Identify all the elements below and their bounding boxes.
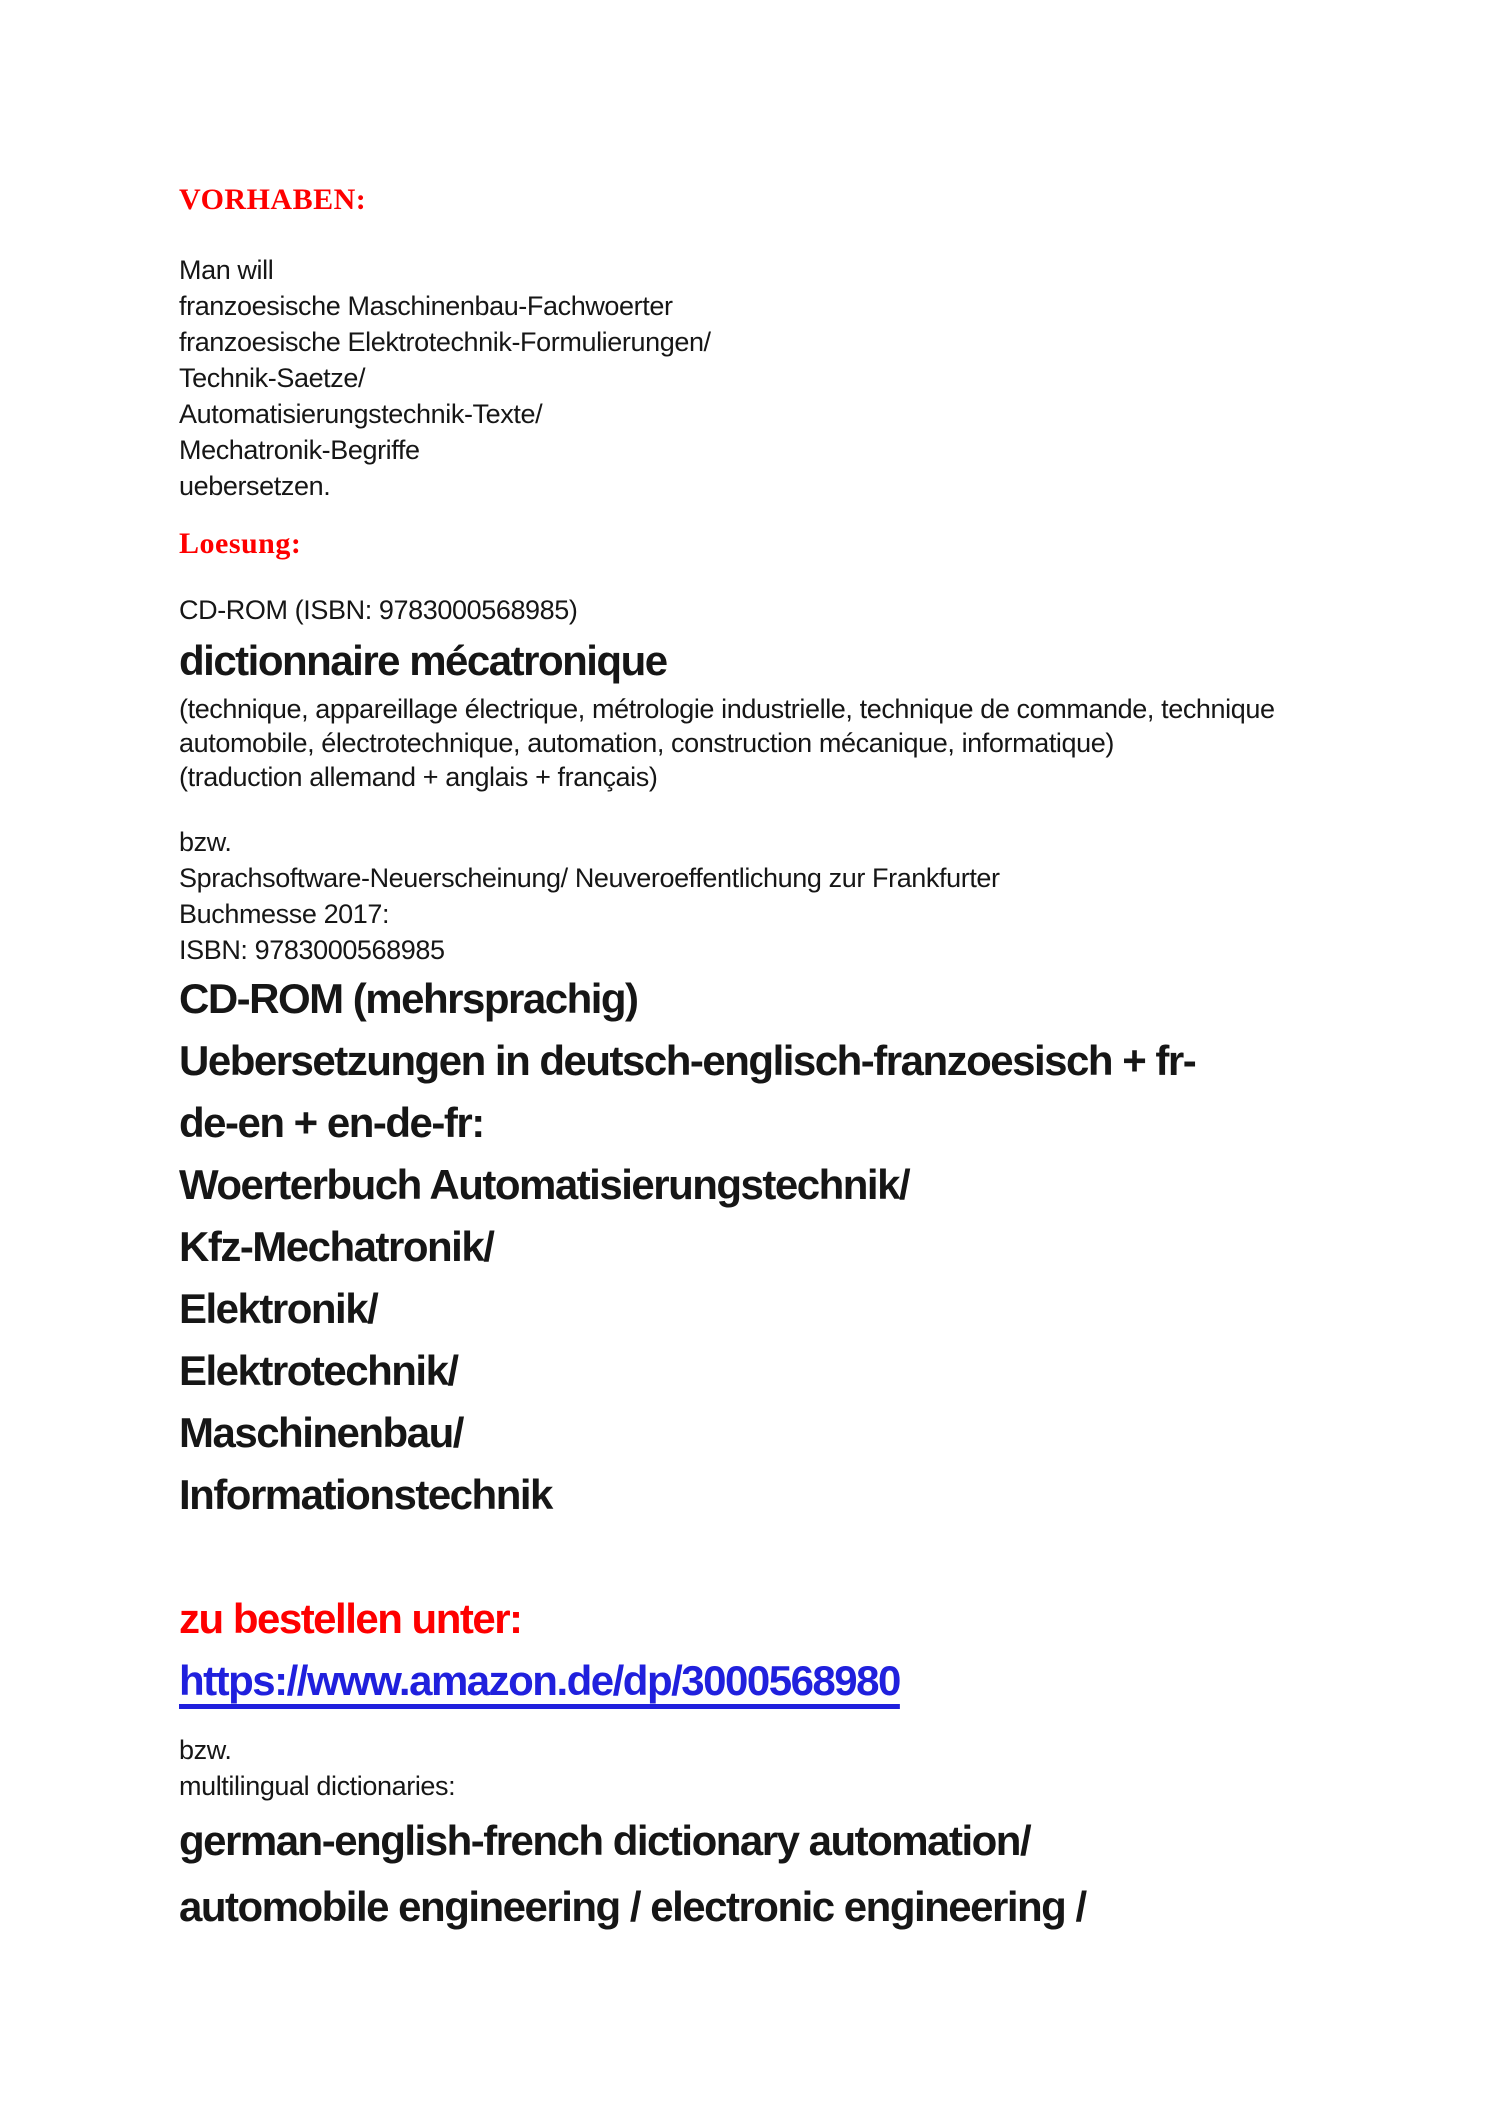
intro-line: Technik-Saetze/ [179, 363, 366, 393]
headline-line: Woerterbuch Automatisierungstechnik/ [179, 1161, 910, 1208]
intro-line: Man will [179, 255, 274, 285]
intro-paragraph [179, 252, 1439, 504]
product-headline-block [179, 968, 1439, 1526]
headline-line: Kfz-Mechatronik/ [179, 1223, 494, 1270]
dictionary-subtitle-line: (traduction allemand + anglais + français) [179, 762, 658, 792]
headline-line: Maschinenbau/ [179, 1409, 463, 1456]
release-note-line: ISBN: 9783000568985 [179, 935, 445, 965]
loesung-heading: Loesung: [179, 527, 302, 560]
cdrom-isbn-line: CD-ROM (ISBN: 9783000568985) [179, 595, 578, 625]
intro-line: franzoesische Maschinenbau-Fachwoerter [179, 291, 673, 321]
document-content [179, 0, 1439, 1940]
dictionary-subtitle [179, 692, 1439, 794]
dictionary-title: dictionnaire mécatronique [179, 637, 667, 684]
dictionary-subtitle-line: (technique, appareillage électrique, métrologie industrielle, technique de commande, technique [179, 694, 1275, 724]
release-note-line: Sprachsoftware-Neuerscheinung/ Neuveroeffentlichung zur Frankfurter [179, 863, 1000, 893]
english-headline-block [179, 1808, 1439, 1940]
bzw-line-2: bzw. [179, 1735, 232, 1765]
headline-line: CD-ROM (mehrsprachig) [179, 975, 638, 1022]
intro-line: franzoesische Elektrotechnik-Formulierungen/ [179, 327, 711, 357]
headline-line: Elektronik/ [179, 1285, 378, 1332]
amazon-link[interactable]: https://www.amazon.de/dp/3000568980 [179, 1657, 900, 1704]
headline-line: de-en + en-de-fr: [179, 1099, 484, 1146]
intro-line: uebersetzen. [179, 471, 331, 501]
release-note [179, 860, 1439, 968]
dictionary-subtitle-line: automobile, électrotechnique, automation, construction mécanique, informatique) [179, 728, 1114, 758]
bzw-line: bzw. [179, 827, 232, 857]
order-link-row [179, 1650, 1439, 1712]
multilingual-line: multilingual dictionaries: [179, 1771, 456, 1801]
vorhaben-heading: VORHABEN: [179, 183, 367, 216]
order-heading: zu bestellen unter: [179, 1595, 522, 1642]
intro-line: Automatisierungstechnik-Texte/ [179, 399, 543, 429]
headline-line: Informationstechnik [179, 1471, 552, 1518]
release-note-line: Buchmesse 2017: [179, 899, 390, 929]
english-headline-line: german-english-french dictionary automation/ [179, 1817, 1031, 1864]
intro-line: Mechatronik-Begriffe [179, 435, 420, 465]
english-headline-line: automobile engineering / electronic engineering / [179, 1883, 1086, 1930]
headline-line: Uebersetzungen in deutsch-englisch-franzoesisch + fr- [179, 1037, 1196, 1084]
headline-line: Elektrotechnik/ [179, 1347, 458, 1394]
